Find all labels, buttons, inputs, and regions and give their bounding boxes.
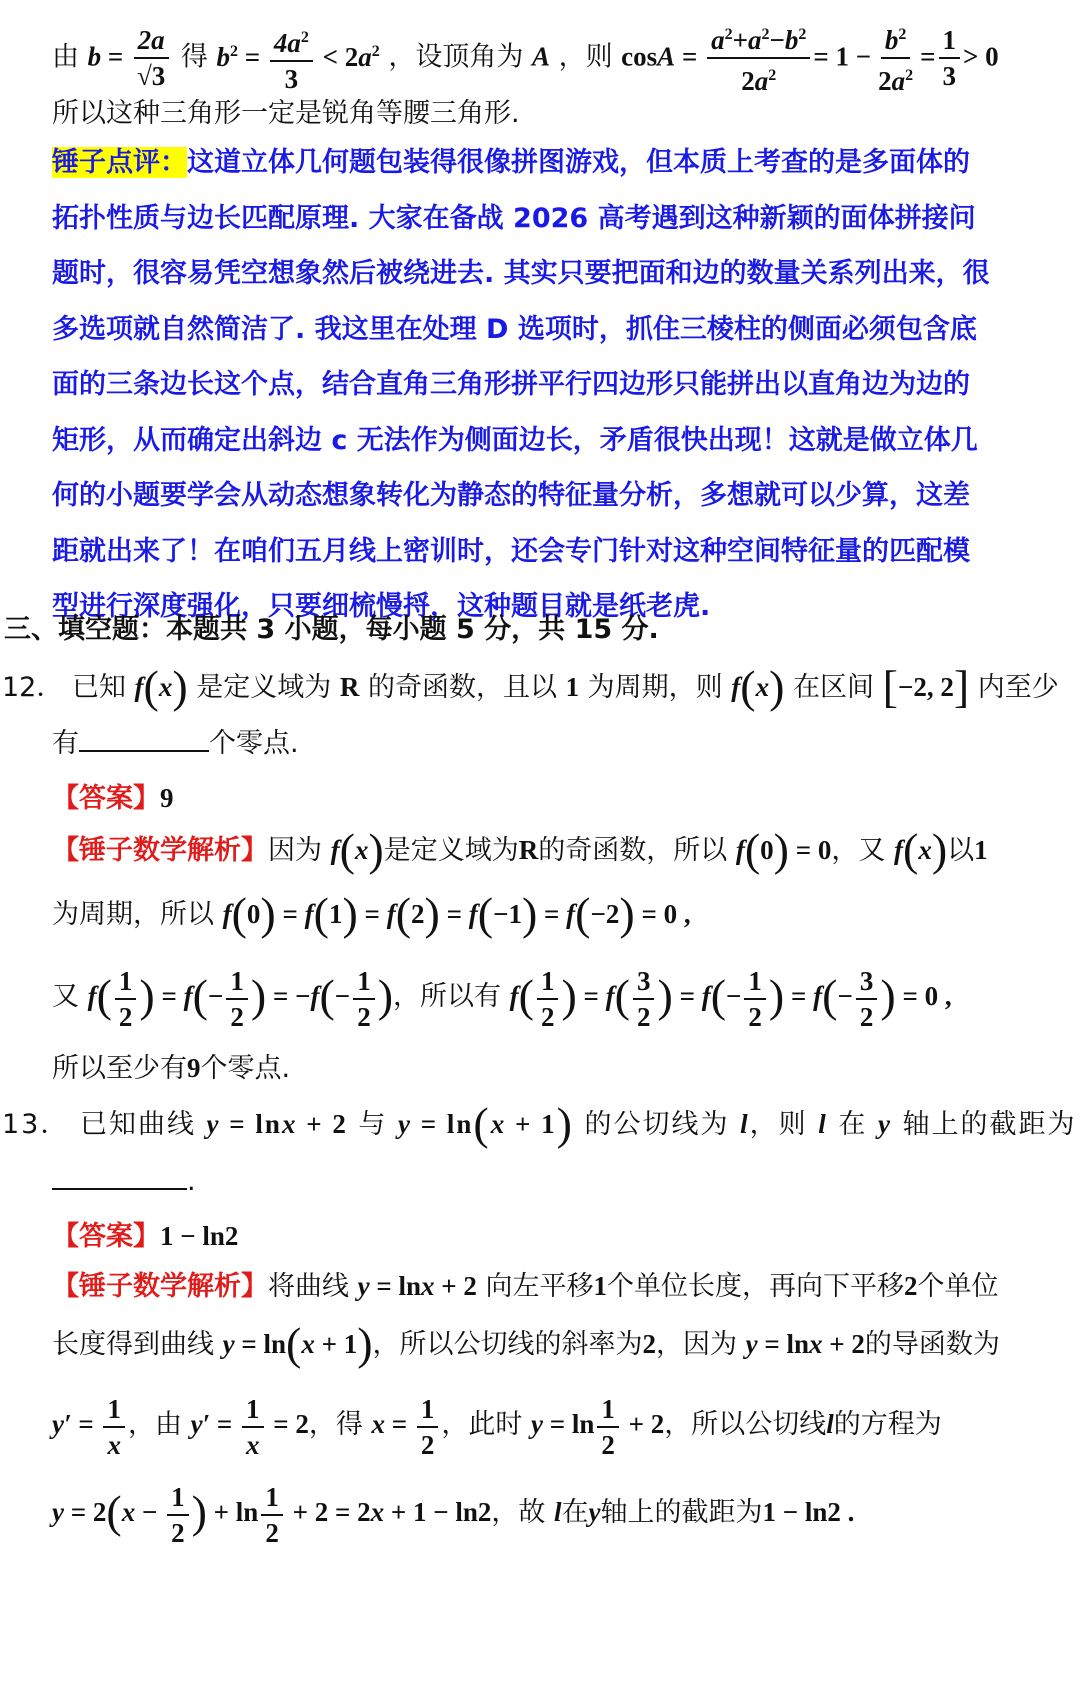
derivation-line (52, 18, 999, 96)
q12-a-text-l2: 为周期，所以 (52, 899, 214, 930)
math-fx-3: f(x) (330, 824, 384, 875)
q12-text-f: 内至少 (977, 672, 1059, 703)
q12-a-text-l4b: 个零点. (200, 1053, 291, 1084)
math-final: 1 − ln2 . (762, 1497, 855, 1527)
math-l-4: l (554, 1497, 562, 1527)
math-cosA: cosA = (621, 41, 705, 72)
q12-a-text-l3b: ，所以有 (393, 981, 502, 1012)
q13-a-text-l4a: ，故 (491, 1497, 546, 1528)
q13-answer-label: 【答案】 (52, 1221, 160, 1252)
q12-answer-value: 9 (160, 783, 174, 813)
math-R: R (339, 672, 360, 702)
q12-a-text-d: ，又 (831, 835, 886, 866)
math-y-at-half: y = ln $\frac{1}{2}$ + 2 (531, 1393, 665, 1460)
q13-text-a: 已知曲线 (79, 1109, 196, 1140)
q12-text-a: 已知 (71, 672, 126, 703)
math-f0: f(0) = 0 (735, 824, 832, 875)
q12-analysis-l4 (52, 1048, 290, 1089)
q12-analysis-label: 【锤子数学解析】 (52, 835, 268, 866)
q13-answer-blank[interactable] (52, 1164, 187, 1190)
q12-analysis-l1 (52, 824, 988, 875)
math-fx: f(x) (134, 661, 188, 712)
math-lt-2a2: < $2a^2$ (315, 41, 380, 72)
q13-a-text-l3e: 的方程为 (833, 1409, 942, 1440)
q13-a-text-l2b: ，所以公切线的斜率为 (372, 1329, 643, 1360)
q13-a-text-l2d: 的导函数为 (864, 1329, 1000, 1360)
q12-text-e: 在区间 (793, 672, 875, 703)
math-curve1: y = lnx + 2 (206, 1109, 348, 1139)
math-eq-1-minus: = 1 − (813, 41, 872, 72)
math-deriv-eq2: y′ = $\frac{1}{x}$ = 2 (190, 1393, 309, 1460)
math-fx-2: f(x) (731, 661, 785, 712)
math-1: 1 (565, 672, 580, 702)
frac-cos: $\frac{a^2+a^2-b^2}{2a^2}$ (707, 18, 810, 98)
math-l: l (740, 1109, 750, 1139)
q13-text-c: 的公切线为 (584, 1109, 730, 1140)
math-y: y (877, 1109, 892, 1139)
q13-answer-value: 1 − ln2 (160, 1221, 239, 1251)
math-eq: = (920, 41, 936, 72)
q13-answer (52, 1216, 238, 1257)
math-gt0: > 0 (963, 41, 999, 72)
math-tangent-eq: y = 2(x − $\frac{1}{2}$ ) + ln $\frac{1}{2}$ + 2 = 2x + 1 − ln2 (52, 1481, 492, 1548)
q12-number: 12． (2, 672, 64, 703)
q12-analysis-l3 (52, 960, 952, 1032)
q12-a-text-a: 因为 (268, 835, 322, 866)
math-b2: $b^2$ = (216, 41, 267, 72)
q13-a-text-l2c: ，因为 (656, 1329, 738, 1360)
math-fx-4: f(x) (893, 824, 948, 875)
math-x-half: x = $\frac{1}{2}$ (372, 1409, 442, 1439)
math-curve2-2: y = ln(x + 1) (222, 1318, 373, 1369)
math-curve1-3: y = lnx + 2 (745, 1329, 865, 1359)
math-interval: [−2, 2] (882, 661, 970, 712)
frac-1-3: $\frac{1}{3}$ (939, 23, 961, 93)
math-l-3: l (826, 1409, 834, 1439)
math-l-2: l (818, 1109, 828, 1139)
text-ze: ，则 (558, 41, 613, 73)
q12-text-d: 为周期，则 (587, 672, 723, 703)
q13-a-text-d: 个单位 (917, 1271, 999, 1302)
q13-text-d: ，则 (749, 1109, 808, 1140)
q12-a-text-l3a: 又 (52, 981, 79, 1012)
q13-a-text-l3d: ，所以公切线 (664, 1409, 827, 1440)
frac-b2-2a2: $\frac{b^2}{2a^2}$ (874, 18, 917, 98)
q13-text-b: 与 (358, 1109, 388, 1140)
comment-block (52, 135, 992, 635)
section-title: 三、填空题：本题共 3 小题，每小题 5 分，共 15 分. (4, 614, 659, 645)
q13-analysis-l1 (52, 1266, 998, 1307)
q12-answer-blank[interactable] (79, 726, 209, 752)
math-2: 2 (903, 1271, 918, 1301)
text-de: 得 (180, 41, 208, 73)
conclusion-text: 所以这种三角形一定是锐角等腰三角形. (52, 98, 520, 129)
q12-a-text-l4: 所以至少有 (52, 1053, 187, 1084)
q13-analysis-l2 (52, 1318, 1000, 1369)
q13-analysis-l3 (52, 1388, 942, 1460)
text-apex: ，设顶角为 (388, 41, 524, 73)
q12-answer-label: 【答案】 (52, 783, 160, 814)
q13-a-text-l4c: 轴上的截距为 (600, 1497, 763, 1528)
q13-number: 13． (2, 1109, 70, 1140)
math-half-zeros: f( $\frac{1}{2}$ ) = f( $\frac{3}{2}$ ) = f(− $\frac{1}{2}$ ) = f(− $\frac{3}{2}$ ) = 0 , (509, 965, 952, 1032)
q12-a-text-b: 是定义域为 (383, 835, 519, 866)
math-A: A (531, 41, 550, 72)
math-deriv: y′ = $\frac{1}{x}$ (52, 1409, 128, 1439)
math-curve1-2: y = lnx + 2 (357, 1271, 477, 1301)
q12-analysis-l2 (52, 888, 691, 939)
q12-a-text-e: 以 (947, 835, 975, 866)
q13-a-text-l3b: ，得 (308, 1409, 363, 1440)
q13-analysis-label: 【锤子数学解析】 (52, 1271, 268, 1302)
q13-text-f: 轴上的截距为 (902, 1109, 1077, 1140)
q12-stem-line1 (2, 661, 1059, 712)
q13-stem-line1 (2, 1098, 1077, 1149)
math-9: 9 (187, 1053, 201, 1083)
q13-analysis-l4 (52, 1476, 854, 1548)
comment-text: 这道立体几何题包装得很像拼图游戏，但本质上考查的是多面体的拓扑性质与边长匹配原理. 大家在备战 2026 高考遇到这种新颖的面体拼接问题时，很容易凭空想象然后被绕进去. 其实只要把面和边的数量关系列出来，很多选项就自然简洁了. 我这里在处理 D 选项时，抓住三棱柱的侧面必须包含底面的三条边长这个点，结合直角三角形拼平行四边形只能拼出以直角边为边的矩形，从而确定出斜边 c 无法作为侧面边长，矛盾很快出现！这就是做立体几何的小题要学会从动态想象转化为静态的特征量分析，多想就可以少算，这差距就出来了！在咱们五月线上密训时，还会专门针对这种空间特征量的匹配模型进行深度强化，只要细梳慢捋，这种题目就是纸老虎. (52, 147, 990, 622)
math-1-2: 1 (974, 835, 988, 865)
q12-text-b: 是定义域为 (196, 672, 332, 703)
q12-stem-line2 (52, 724, 299, 764)
q13-a-text-b: 向左平移 (485, 1271, 594, 1302)
math-b-eq: b = (87, 41, 130, 72)
q12-text-c: 的奇函数，且以 (367, 672, 557, 703)
frac-4a2-3: $\frac{4a^2}{3}$ (270, 21, 313, 96)
q12-text-h: 个零点. (209, 728, 299, 759)
q12-a-text-c: 的奇函数，所以 (538, 835, 728, 866)
q13-text-e: 在 (838, 1109, 868, 1140)
q13-a-text-a: 将曲线 (268, 1271, 349, 1302)
q13-a-text-l2a: 长度得到曲线 (52, 1329, 214, 1360)
frac-2a-sqrt3: $\frac{2a}{√3}$ (133, 23, 169, 93)
q13-a-text-c: 个单位长度，再向下平移 (606, 1271, 904, 1302)
math-periodic-chain: f(0) = f(1) = f(2) = f(−1) = f(−2) = 0 , (222, 888, 691, 939)
q13-a-text-l3c: ，此时 (441, 1409, 523, 1440)
text-you: 由 (52, 41, 79, 73)
math-curve2: y = ln(x + 1) (398, 1098, 574, 1149)
q12-answer (52, 778, 174, 819)
q13-stem-line2: . (52, 1162, 196, 1202)
math-2-2: 2 (642, 1329, 657, 1359)
comment-label: 锤子点评： (52, 147, 187, 178)
q12-text-g: 有 (52, 728, 79, 759)
math-y-2: y (588, 1497, 601, 1527)
q13-a-text-l4b: 在 (561, 1497, 589, 1528)
math-R-2: R (518, 835, 539, 865)
q13-a-text-l3a: ，由 (127, 1409, 182, 1440)
math-half-odd: f( $\frac{1}{2}$ ) = f(− $\frac{1}{2}$ ) = −f(− $\frac{1}{2}$ ) (87, 965, 394, 1032)
math-1-3: 1 (593, 1271, 607, 1301)
